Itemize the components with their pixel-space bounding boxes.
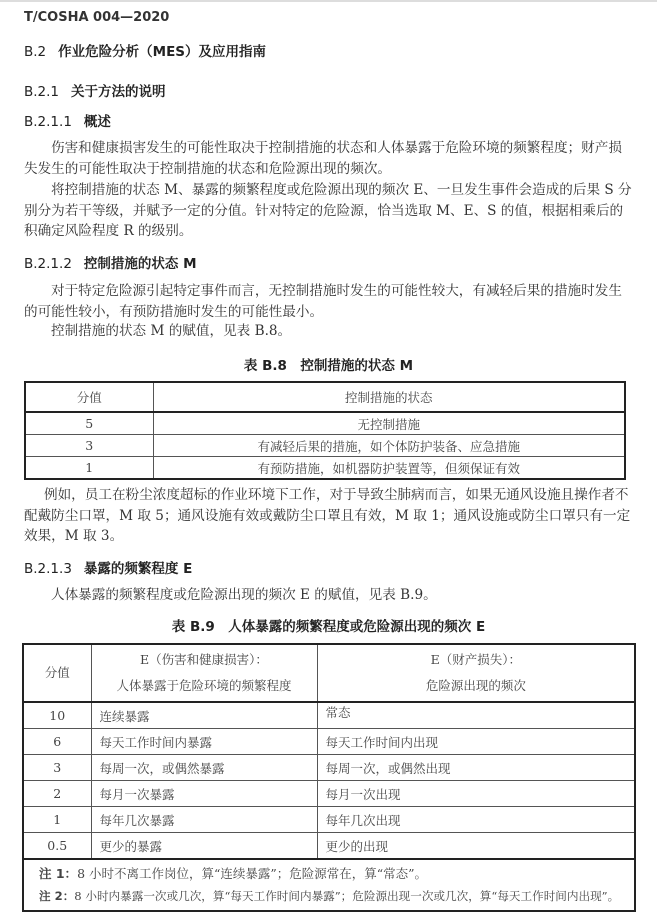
header-cell: E（伤害和健康损害）： 人体暴露于危险环境的频繁程度 bbox=[91, 644, 317, 702]
heading-b213 bbox=[24, 557, 192, 577]
table-b8 bbox=[24, 381, 626, 480]
table-row bbox=[23, 702, 635, 729]
table-row bbox=[25, 412, 625, 435]
score-cell: 2 bbox=[23, 781, 91, 807]
exposure-cell: 连续暴露 bbox=[91, 702, 317, 729]
frequency-cell: 每周一次，或偶然出现 bbox=[317, 755, 635, 781]
header-cell: 分值 bbox=[23, 644, 91, 702]
exposure-cell: 每年几次暴露 bbox=[91, 807, 317, 833]
score-cell: 0.5 bbox=[23, 833, 91, 860]
status-cell: 有减轻后果的措施，如个体防护装备、应急措施 bbox=[153, 435, 625, 457]
frequency-cell: 更少的出现 bbox=[317, 833, 635, 860]
header-cell: E（财产损失）： 危险源出现的频次 bbox=[317, 644, 635, 702]
table-b8-caption: 表 B.8 控制措施的状态 M bbox=[243, 358, 414, 374]
score-cell: 3 bbox=[23, 755, 91, 781]
heading-number: B.2 bbox=[24, 44, 47, 60]
status-cell: 无控制措施 bbox=[153, 412, 625, 435]
table-notes bbox=[23, 859, 635, 911]
table-row bbox=[23, 781, 635, 807]
paragraph: 例如，员工在粉尘浓度超标的作业环境下工作，对于导致尘肺病而言，如果无通风设施且操作者不配戴防尘口罩，M 取 5；通风设施有效或戴防尘口罩且有效，M 取 1；通风设施或防尘口罩只有一定效果，M 取 3。 bbox=[24, 487, 631, 544]
score-cell: 6 bbox=[23, 729, 91, 755]
heading-b21 bbox=[24, 80, 166, 100]
header-cell: 控制措施的状态 bbox=[153, 382, 625, 412]
heading-b212 bbox=[24, 252, 197, 272]
frequency-cell: 每年几次出现 bbox=[317, 807, 635, 833]
table-header-row bbox=[25, 382, 625, 412]
table-row bbox=[23, 807, 635, 833]
heading-number: B.2.1.1 bbox=[24, 114, 72, 130]
frequency-cell: 每天工作时间内出现 bbox=[317, 729, 635, 755]
score-cell: 1 bbox=[25, 457, 153, 480]
exposure-cell: 更少的暴露 bbox=[91, 833, 317, 860]
table-header-row bbox=[23, 644, 635, 702]
table-row bbox=[23, 755, 635, 781]
frequency-cell: 常态 bbox=[317, 702, 635, 729]
header-cell: 分值 bbox=[25, 382, 153, 412]
score-cell: 10 bbox=[23, 702, 91, 729]
score-cell: 1 bbox=[23, 807, 91, 833]
paragraph: 人体暴露的频繁程度或危险源出现的频次 E 的赋值，见表 B.9。 bbox=[51, 587, 437, 603]
note-1: 注 1：8 小时不离工作岗位，算“连续暴露”；危险源常在，算“常态”。 bbox=[39, 866, 428, 881]
heading-number: B.2.1.2 bbox=[24, 256, 72, 272]
heading-title: 关于方法的说明 bbox=[71, 84, 166, 100]
table-b9-caption: 表 B.9 人体暴露的频繁程度或危险源出现的频次 E bbox=[171, 619, 486, 635]
heading-b2 bbox=[24, 40, 266, 60]
heading-title: 概述 bbox=[83, 114, 111, 130]
document-header: T/COSHA 004—2020 bbox=[24, 10, 170, 25]
heading-title: 暴露的频繁程度 E bbox=[83, 561, 193, 577]
heading-title: 控制措施的状态 M bbox=[83, 256, 197, 272]
status-cell: 有预防措施，如机器防护装置等，但须保证有效 bbox=[153, 457, 625, 480]
score-cell: 3 bbox=[25, 435, 153, 457]
table-row bbox=[23, 729, 635, 755]
top-border bbox=[0, 0, 657, 2]
heading-number: B.2.1.3 bbox=[24, 561, 72, 577]
paragraph: 伤害和健康损害发生的可能性取决于控制措施的状态和人体暴露于危险环境的频繁程度；财产损失发生的可能性取决于控制措施的状态和危险源出现的频次。 bbox=[24, 140, 622, 177]
table-notes-row bbox=[23, 859, 635, 911]
score-cell: 5 bbox=[25, 412, 153, 435]
exposure-cell: 每天工作时间内暴露 bbox=[91, 729, 317, 755]
table-row bbox=[25, 435, 625, 457]
heading-b211 bbox=[24, 110, 111, 130]
table-b9 bbox=[22, 643, 636, 912]
note-2: 注 2：8 小时内暴露一次或几次，算“每天工作时间内暴露”；危险源出现一次或几次，算“每天工作时间内出现”。 bbox=[39, 889, 620, 903]
paragraph: 对于特定危险源引起特定事件而言，无控制措施时发生的可能性较大，有减轻后果的措施时发生的可能性较小，有预防措施时发生的可能性最小。 bbox=[24, 283, 622, 320]
exposure-cell: 每月一次暴露 bbox=[91, 781, 317, 807]
heading-number: B.2.1 bbox=[24, 84, 60, 100]
table-row bbox=[25, 457, 625, 480]
heading-title: 作业危险分析（MES）及应用指南 bbox=[58, 44, 267, 60]
frequency-cell: 每月一次出现 bbox=[317, 781, 635, 807]
table-row bbox=[23, 833, 635, 860]
exposure-cell: 每周一次，或偶然暴露 bbox=[91, 755, 317, 781]
paragraph: 控制措施的状态 M 的赋值，见表 B.8。 bbox=[51, 323, 292, 339]
paragraph: 将控制措施的状态 M、暴露的频繁程度或危险源出现的频次 E、一旦发生事件会造成的后果 S 分别分为若干等级，并赋予一定的分值。针对特定的危险源，恰当选取 M、E、S 的值，根据相乘后的积确定风险程度 R 的级别。 bbox=[24, 182, 632, 239]
